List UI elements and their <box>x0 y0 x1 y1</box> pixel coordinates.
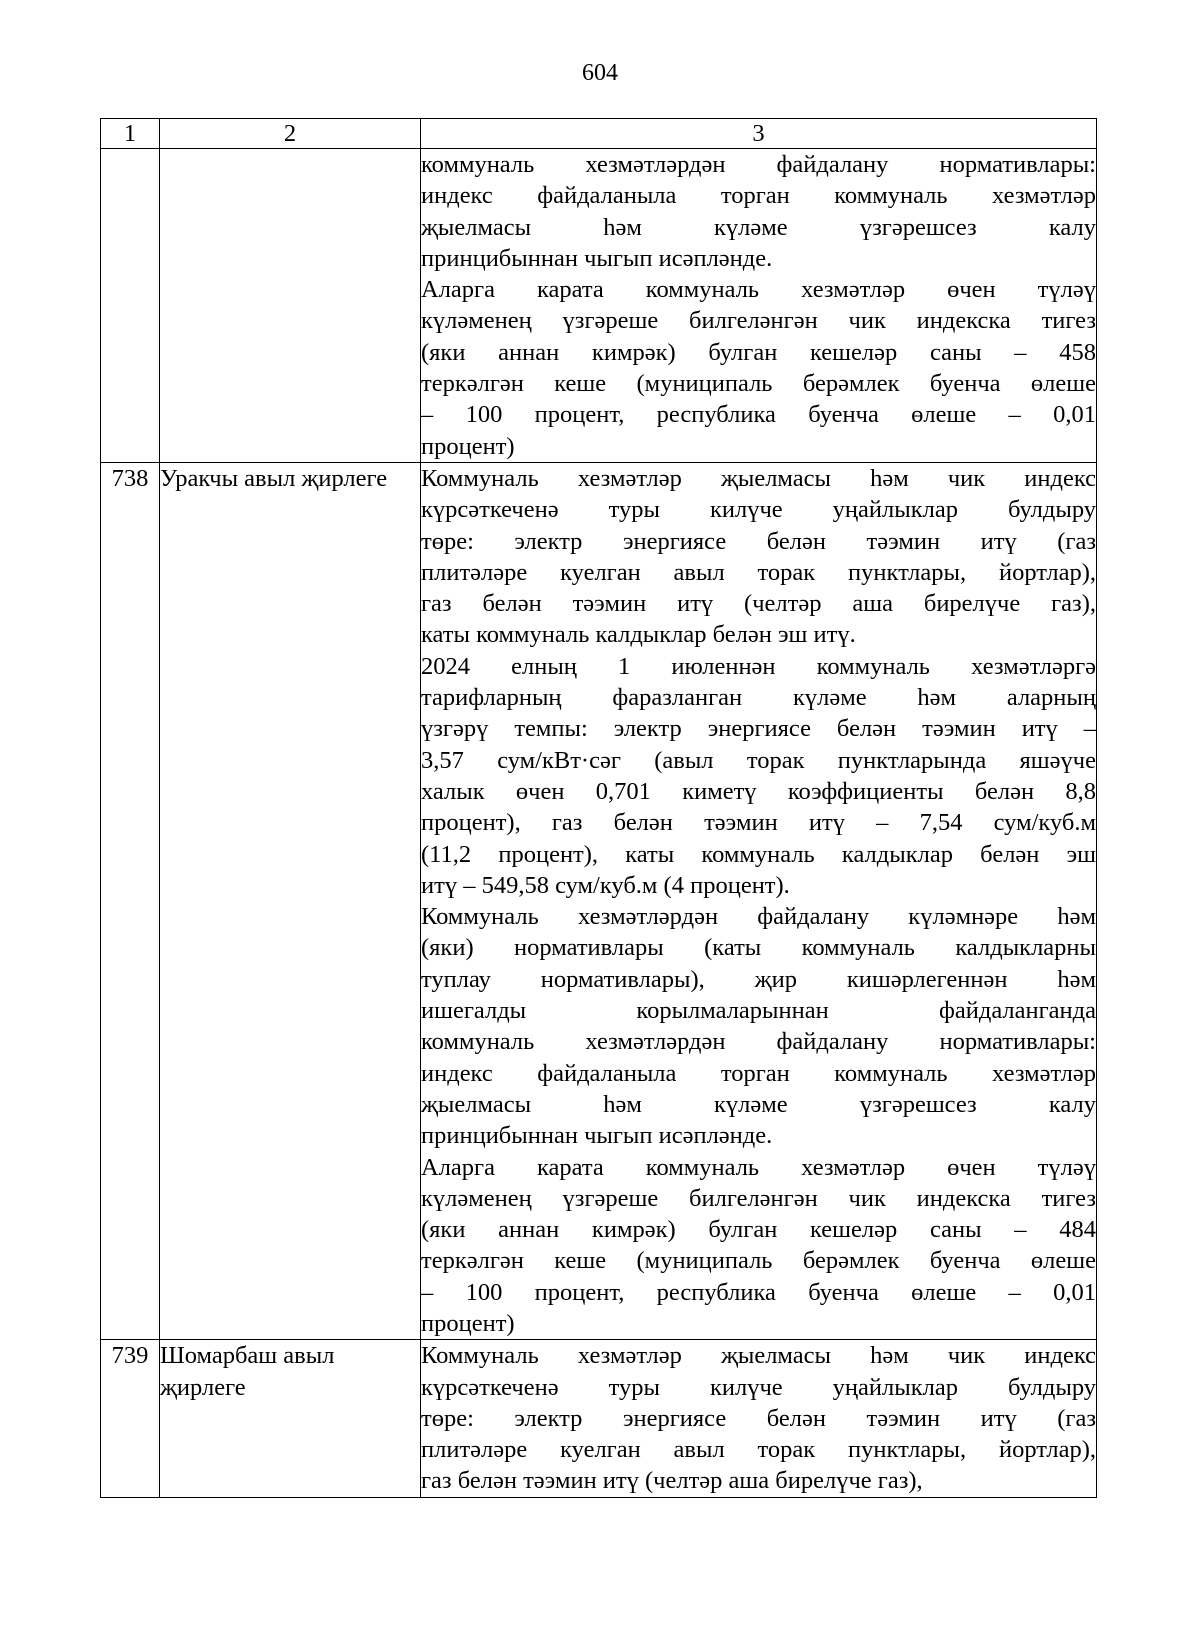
column-header-2: 2 <box>160 119 421 149</box>
paragraph-line: күләменең үзгәреше билгеләнгән чик индекска тигез <box>421 1184 1096 1212</box>
settlement-name: Шомарбаш авыл җирлеге <box>160 1340 421 1497</box>
description-cell <box>421 462 1097 1339</box>
paragraph-line: (яки аннан кимрәк) булган кешеләр саны – 458 <box>421 338 1096 366</box>
paragraph-line: коммуналь хезмәтләрдән файдалану нормативлары: <box>421 151 1096 178</box>
row-number <box>101 149 160 463</box>
paragraph-line: Коммуналь хезмәтләрдән файдалану күләмнәре һәм <box>421 903 1096 931</box>
paragraph-line: тарифларның фаразланган күләме һәм аларның <box>421 684 1096 712</box>
paragraph-line: коммуналь хезмәтләрдән файдалану нормативлары: <box>421 1028 1096 1056</box>
column-header-3: 3 <box>421 119 1097 149</box>
table-row <box>101 462 1097 1339</box>
paragraph-line: плитәләре куелган авыл торак пунктлары, йортлар), <box>421 1436 1096 1464</box>
paragraph-line: 2024 елның 1 июленнән коммуналь хезмәтләргә <box>421 652 1096 680</box>
paragraph-line: 3,57 сум/кВт·сәг (авыл торак пунктларында яшәүче <box>421 746 1096 774</box>
settlement-name: Уракчы авыл җирлеге <box>160 462 421 1339</box>
row-number: 738 <box>101 462 160 1339</box>
paragraph-line: плитәләре куелган авыл торак пунктлары, йортлар), <box>421 558 1096 586</box>
paragraph-line: җыелмасы һәм күләме үзгәрешсез калу <box>421 1090 1096 1118</box>
paragraph-line: җыелмасы һәм күләме үзгәрешсез калу <box>421 213 1096 241</box>
paragraph-line: теркәлгән кеше (муниципаль берәмлек буенча өлеше <box>421 1247 1096 1275</box>
paragraph-line: Аларга карата коммуналь хезмәтләр өчен түләү <box>421 276 1096 304</box>
paragraph-line: процент), газ белән тәэмин итү – 7,54 сум/куб.м <box>421 809 1096 837</box>
paragraph-line: – 100 процент, республика буенча өлеше – 0,01 <box>421 401 1096 429</box>
paragraph-line: күрсәткеченә туры килүче уңайлыклар булдыру <box>421 1373 1096 1401</box>
paragraph-line: процент) <box>421 1309 515 1337</box>
paragraph-line: итү – 549,58 сум/куб.м (4 процент). <box>421 871 790 899</box>
paragraph-line: индекс файдаланыла торган коммуналь хезмәтләр <box>421 1059 1096 1087</box>
description-paragraph <box>421 149 1096 274</box>
paragraph-line: күләменең үзгәреше билгеләнгән чик индекска тигез <box>421 307 1096 335</box>
description-paragraph <box>421 274 1096 462</box>
paragraph-line: индекс файдаланыла торган коммуналь хезмәтләр <box>421 182 1096 210</box>
paragraph-line: үзгәрү темпы: электр энергиясе белән тәэмин итү – <box>421 715 1096 743</box>
paragraph-line: газ белән тәэмин итү (челтәр аша бирелүче газ), <box>421 590 1096 618</box>
paragraph-line: күрсәткеченә туры килүче уңайлыклар булдыру <box>421 496 1096 524</box>
paragraph-line: төре: электр энергиясе белән тәэмин итү (газ <box>421 1404 1096 1432</box>
description-paragraph <box>421 463 1096 651</box>
paragraph-line: теркәлгән кеше (муниципаль берәмлек буенча өлеше <box>421 370 1096 398</box>
paragraph-line: процент) <box>421 432 515 460</box>
paragraph-line: төре: электр энергиясе белән тәэмин итү (газ <box>421 527 1096 555</box>
paragraph-line: Коммуналь хезмәтләр җыелмасы һәм чик индекс <box>421 1342 1096 1370</box>
row-number: 739 <box>101 1340 160 1497</box>
paragraph-line: газ белән тәэмин итү (челтәр аша бирелүче газ), <box>421 1467 923 1495</box>
description-paragraph <box>421 901 1096 1151</box>
page-number: 604 <box>582 60 618 86</box>
table-body <box>101 149 1097 1498</box>
paragraph-line: (яки аннан кимрәк) булган кешеләр саны – 484 <box>421 1216 1096 1244</box>
table-row <box>101 1340 1097 1497</box>
paragraph-line: халык өчен 0,701 киметү коэффициенты белән 8,8 <box>421 777 1096 805</box>
paragraph-line: – 100 процент, республика буенча өлеше – 0,01 <box>421 1278 1096 1306</box>
table-row <box>101 149 1097 463</box>
column-header-1: 1 <box>101 119 160 149</box>
document-table <box>100 118 1097 1498</box>
paragraph-line: (11,2 процент), каты коммуналь калдыклар белән эш <box>421 840 1096 868</box>
paragraph-line: туплау нормативлары), җир кишәрлегеннән һәм <box>421 965 1096 993</box>
description-paragraph <box>421 1152 1096 1340</box>
paragraph-line: каты коммуналь калдыклар белән эш итү. <box>421 621 856 649</box>
paragraph-line: ишегалды корылмаларыннан файдаланганда <box>421 997 1096 1025</box>
paragraph-line: Аларга карата коммуналь хезмәтләр өчен түләү <box>421 1153 1096 1181</box>
description-cell <box>421 1340 1097 1497</box>
paragraph-line: принцибыннан чыгып исәпләнде. <box>421 244 773 272</box>
paragraph-line: Коммуналь хезмәтләр җыелмасы һәм чик индекс <box>421 464 1096 492</box>
paragraph-line: (яки) нормативлары (каты коммуналь калдыкларны <box>421 934 1096 962</box>
paragraph-line: принцибыннан чыгып исәпләнде. <box>421 1122 773 1150</box>
description-paragraph <box>421 1340 1096 1496</box>
settlement-name <box>160 149 421 463</box>
description-cell <box>421 149 1097 463</box>
table-header-row <box>101 119 1097 149</box>
description-paragraph <box>421 651 1096 901</box>
